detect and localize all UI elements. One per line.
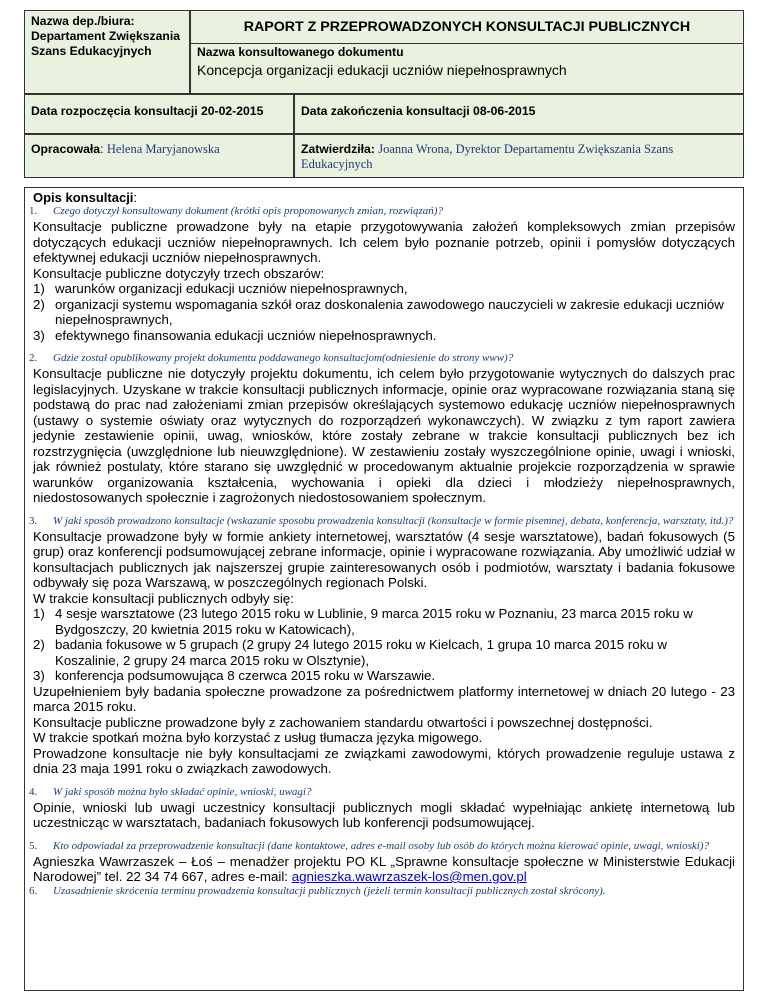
question-3: 3. W jaki sposób prowadzono konsultacje (wskazanie sposobu prowadzenia konsultacji (konsultacje w formie pisemnej, debata, konferencja, warsztaty, itd.)? [29, 514, 734, 527]
start-date: Data rozpoczęcia konsultacji 20-02-2015 [24, 94, 294, 134]
answer-3-p1: Konsultacje prowadzone były w formie ankiety internetowej, warsztatów (4 sesje warsztatowe), badań fokusowych (5 grup) oraz konferencji podsumowującej zebrane informacje, opinie i wypracowane rozwiązania. Aby umożliwić udział w konsultacjach publicznych jak najszerszej grupie zainteresowanych osób i podmiotów, warsztaty i badania fokusowe odbywały się poza Warszawą, w poszczególnych regionach Polski. [33, 528, 735, 590]
answer-3-intro: W trakcie konsultacji publicznych odbyły się: [33, 590, 294, 606]
document-label: Nazwa konsultowanego dokumentu [197, 45, 404, 59]
prepared-by-name: Helena Maryjanowska [106, 142, 220, 156]
question-1: 1. Czego dotyczył konsultowany dokument (krótki opis proponowanych zmian, rozwiązań)? [29, 205, 443, 217]
end-date: Data zakończenia konsultacji 08-06-2015 [294, 94, 744, 134]
description-label: Opis konsultacji [33, 190, 134, 205]
list-item: 1) warunków organizacji edukacji uczniów niepełnosprawnych, [33, 281, 408, 296]
answer-4: Opinie, wnioski lub uwagi uczestnicy konsultacji publicznych mogli składać wypełniając ankietę internetową lub uczestnicząc w warsztatach, badaniach fokusowych lub konferencji podsumowującej. [33, 799, 735, 830]
list-item: 2) organizacji systemu wspomagania szkół oraz doskonalenia zawodowego nauczycieli w zakresie edukacji uczniów niepełnosprawnych, [33, 296, 724, 327]
answer-2: Konsultacje publiczne nie dotyczyły projektu dokumentu, ich celem było przygotowanie wytycznych do dalszych prac legislacyjnych. Uzyskane w trakcie konsultacji publicznych informacje, opinie oraz wypracowane rozwiązania staną się podstawą do prac nad założeniami zmian przepisów określających systemowo edukację uczniów niepełnosprawnych (ustawy o systemie oświaty oraz wytycznych do rozporządzeń wykonawczych). W związku z tym raport zawiera jedynie zestawienie opinii, uwag, wniosków, które zostały zebrane w trakcie konsultacji publicznych bez ich rozstrzygnięcia (uwzględnione lub nieuwzględnione). W zestawieniu zostały wyszczególnione opinie, uwagi i wnioski, jak również postulaty, które starano się uwzględnić w procedowanym aktualnie projekcie rozporządzenia w sprawie warunków organizowania kształcenia, wychowania i opieki dla dzieci i młodzieży niepełnosprawnych, niedostosowanych społecznie i zagrożonych niedostosowaniem społecznym. [33, 366, 735, 505]
approved-by-cell [294, 134, 744, 178]
prepared-by-cell: Opracowała: Helena Maryjanowska [24, 134, 294, 178]
answer-3-p2: Uzupełnieniem były badania społeczne prowadzone za pośrednictwem platformy internetowej w dniach 20 lutego - 23 marca 2015 roku. [33, 683, 735, 714]
list-item: 3) efektywnego finansowania edukacji uczniów niepełnosprawnych. [33, 327, 437, 343]
answer-3-p4: W trakcie spotkań można było korzystać z usług tłumacza języka migowego. [33, 730, 483, 745]
answer-5: Agnieszka Wawrzaszek – Łoś – menadżer projektu PO KL „Sprawne konsultacje społeczne w Ministerstwie Edukacji Narodowej” tel. 22 34 74 667, adres e-mail: agnieszka.wawrzaszek-los@men.gov.pl [33, 853, 735, 884]
department-name: Departament Zwiększania Szans Edukacyjnych [31, 29, 181, 58]
document-name: Koncepcja organizacji edukacji uczniów niepełnosprawnych [197, 62, 567, 78]
report-title: RAPORT Z PRZEPROWADZONYCH KONSULTACJI PUBLICZNYCH [191, 11, 743, 44]
question-2: 2. Gdzie został opublikowany projekt dokumentu poddawanego konsultacjom(odniesienie do strony www)? [29, 352, 514, 364]
approved-by-label: Zatwierdziła: [301, 142, 375, 156]
list-item: 2) badania fokusowe w 5 grupach (2 grupy 24 lutego 2015 roku w Kielcach, 1 grupa 10 marca 2015 roku w Koszalinie, 2 grupy 24 marca 2015 roku w Olsztynie), [33, 637, 668, 668]
report-header-cell [190, 10, 744, 94]
list-item: 1) 4 sesje warsztatowe (23 lutego 2015 roku w Lublinie, 9 marca 2015 roku w Poznaniu, 23 marca 2015 roku w Bydgoszczy, 20 kwietnia 2015 roku w Katowicach), [33, 606, 693, 637]
contact-email-link[interactable]: agnieszka.wawrzaszek-los@men.gov.pl [291, 869, 527, 884]
question-5: 5. Kto odpowiadał za przeprowadzenie konsultacji (dane kontaktowe, adres e-mail osoby lub osób do których można kierować opinie, uwagi, wnioski)? [29, 839, 709, 852]
list-item: 3) konferencja podsumowująca 8 czerwca 2015 roku w Warszawie. [33, 668, 436, 683]
consultation-description: Opis konsultacji: 1. Czego dotyczył konsultowany dokument (krótki opis proponowanych zmian, rozwiązań)? Konsultacje publiczne prowadzone były na etapie przygotowywania założeń kompleksowych zmian przepisów dotyczących edukacji uczniów niepełnoprawnych. Ich celem było poznanie potrzeb, opinii i pomysłów dotyczących efektywnej edukacji uczniów niepełnosprawnych. Konsultacje publiczne dotyczyły trzech obszarów: 1) warunków organizacji edukacji uczniów niepełnosprawnych, 2) organizacji systemu wspomagania szkół oraz doskonalenia zawodowego nauczycieli w zakresie edukacji uczniów niepełnosprawnych, 3) efektywnego finansowania edukacji uczniów niepełnosprawnych. 2. Gdzie został opublikowany projekt dokumentu poddawanego konsultacjom(odniesienie do strony www)? Konsultacje publiczne nie dotyczyły projektu dokumentu, ich celem było przygotowanie wytycznych do dalszych prac legislacyjnych. Uzyskane w trakcie konsultacji publicznych informacje, opinie oraz wypracowane rozwiązania staną się podstawą do prac nad założeniami zmian przepisów określających systemowo edukację uczniów niepełnosprawnych (ustawy o systemie oświaty oraz wytycznych do rozporządzeń wykonawczych). W związku z tym raport zawiera jedynie zestawienie opinii, uwag, wniosków, które zostały zebrane w trakcie konsultacji publicznych bez ich rozstrzygnięcia (uwzględnione lub nieuwzględnione). W zestawieniu zostały wyszczególnione opinie, uwagi i wnioski, jak również postulaty, które starano się uwzględnić w procedowanym aktualnie projekcie rozporządzenia w sprawie warunków organizowania kształcenia, wychowania i opieki dla dzieci i młodzieży niepełnosprawnych, niedostosowanych społecznie i zagrożonych niedostosowaniem społecznym. 3. W jaki sposób prowadzono konsultacje (wskazanie sposobu prowadzenia konsultacji (konsultacje w formie pisemnej, debata, konferencja, warsztaty, itd.)? Konsultacje prowadzone były w formie ankiety internetowej, warsztatów (4 sesje warsztatowe), badań fokusowych (5 grup) oraz konferencji podsumowującej zebrane informacje, opinie i wypracowane rozwiązania. Aby umożliwić udział w konsultacjach publicznych jak najszerszej grupie zainteresowanych osób i podmiotów, warsztaty i badania fokusowe odbywały się poza Warszawą, w poszczególnych regionach Polski. W trakcie konsultacji publicznych odbyły się: 1) 4 sesje warsztatowe (23 lutego 2015 roku w Lublinie, 9 marca 2015 roku w Poznaniu, 23 marca 2015 roku w Bydgoszczy, 20 kwietnia 2015 roku w Katowicach), 2) badania fokusowe w 5 grupach (2 grupy 24 lutego 2015 roku w Kielcach, 1 grupa 10 marca 2015 roku w Koszalinie, 2 grupy 24 marca 2015 roku w Olsztynie), 3) konferencja podsumowująca 8 czerwca 2015 roku w Warszawie. Uzupełnieniem były badania społeczne prowadzone za pośrednictwem platformy internetowej w dniach 20 lutego - 23 marca 2015 roku. Konsultacje publiczne prowadzone były z zachowaniem standardu otwartości i powszechnej dostępności. W trakcie spotkań można było korzystać z usług tłumacza języka migowego. Prowadzone konsultacje nie były konsultacjami ze związkami zawodowymi, których prowadzenie reguluje ustawa z dnia 23 maja 1991 roku o związkach zawodowych. 4. W jaki sposób można było składać opinie, wnioski, uwagi? Opinie, wnioski lub uwagi uczestnicy konsultacji publicznych mogli składać wypełniając ankietę internetową lub uczestnicząc w warsztatach, badaniach fokusowych lub konferencji podsumowującej. 5. Kto odpowiadał za przeprowadzenie konsultacji (dane kontaktowe, adres e-mail osoby lub osób do których można kierować opinie, uwagi, wnioski)? Agnieszka Wawrzaszek – Łoś – menadżer projektu PO KL „Sprawne konsultacje społeczne w Ministerstwie Edukacji Narodowej” tel. 22 34 74 667, adres e-mail: agnieszka.wawrzaszek-los@men.gov.pl 6. Uzasadnienie skrócenia terminu prowadzenia konsultacji publicznych (jeżeli termin konsultacji publicznych został skrócony). [24, 187, 744, 991]
answer-3-p5: Prowadzone konsultacje nie były konsultacjami ze związkami zawodowymi, których prowadzenie reguluje ustawa z dnia 23 maja 1991 roku o związkach zawodowych. [33, 745, 735, 776]
approved-by-name: Joanna Wrona, Dyrektor Departamentu Zwiększania Szans Edukacyjnych [301, 142, 674, 171]
prepared-by-label: Opracowała [31, 142, 101, 156]
question-4: 4. W jaki sposób można było składać opinie, wnioski, uwagi? [29, 785, 312, 798]
department-label: Nazwa dep./biura: [31, 14, 135, 28]
answer-1: Konsultacje publiczne prowadzone były na etapie przygotowywania założeń kompleksowych zmian przepisów dotyczących edukacji uczniów niepełnoprawnych. Ich celem było poznanie potrzeb, opinii i pomysłów dotyczących efektywnej edukacji uczniów niepełnosprawnych. [33, 219, 735, 265]
answer-1-intro: Konsultacje publiczne dotyczyły trzech obszarów: [33, 265, 325, 281]
department-cell [24, 10, 190, 94]
question-6: 6. Uzasadnienie skrócenia terminu prowadzenia konsultacji publicznych (jeżeli termin konsultacji publicznych został skrócony). [29, 884, 606, 897]
answer-3-p3: Konsultacje publiczne prowadzone były z zachowaniem standardu otwartości i powszechnej dostępności. [33, 714, 653, 730]
